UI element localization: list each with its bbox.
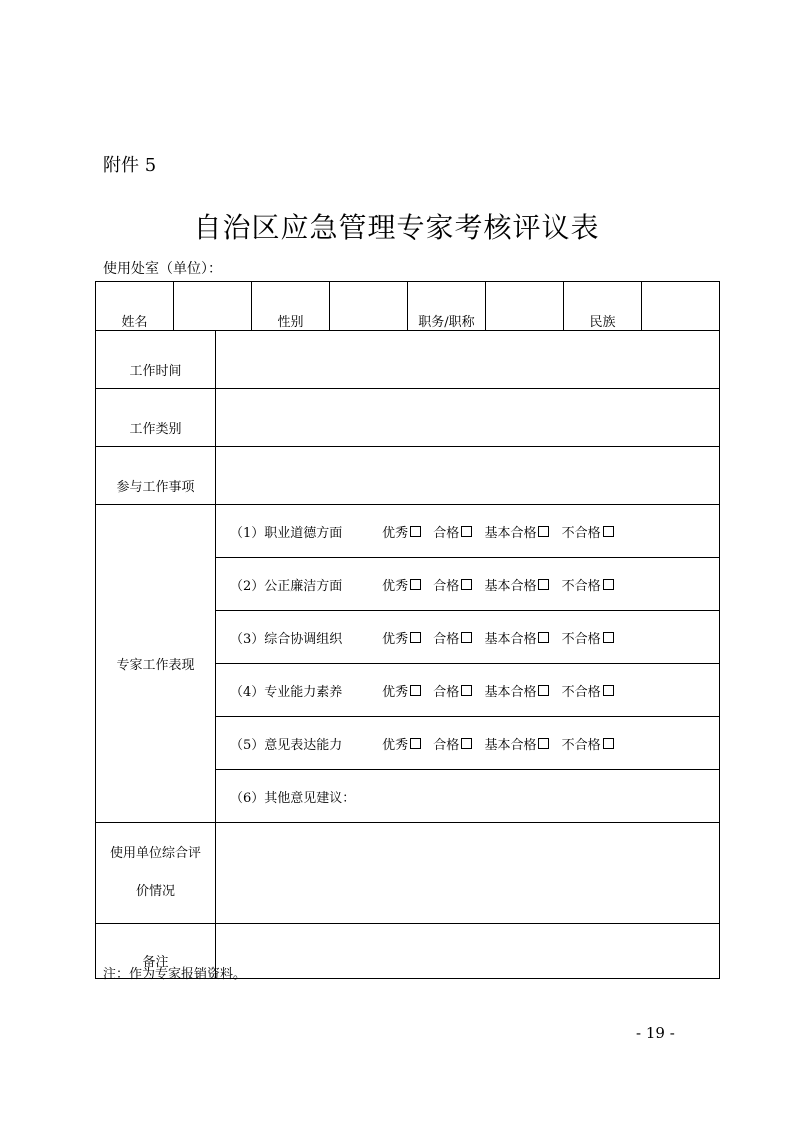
page-number: - 19 - xyxy=(636,1024,675,1042)
work-time-label: 工作时间 xyxy=(96,331,216,389)
unit-label: 使用处室（单位）： xyxy=(103,261,222,277)
checkbox[interactable] xyxy=(603,579,614,590)
checkbox[interactable] xyxy=(603,526,614,537)
option-label: 不合格 xyxy=(561,525,601,541)
rating-options xyxy=(382,522,621,541)
option-label: 优秀 xyxy=(382,525,409,541)
option-label: 合格 xyxy=(433,525,460,541)
performance-item-label: （4）专业能力素养 xyxy=(230,684,343,700)
option-label: 基本合格 xyxy=(484,631,537,647)
other-suggestions-label: （6）其他意见建议： xyxy=(230,790,356,806)
name-label: 姓名 xyxy=(96,282,174,331)
rating-options xyxy=(382,575,621,594)
option-label: 合格 xyxy=(433,737,460,753)
checkbox[interactable] xyxy=(461,685,472,696)
option-label: 优秀 xyxy=(382,578,409,594)
remarks-label: 备注 xyxy=(96,924,216,979)
footer-note: 注：作为专家报销资料。 xyxy=(103,967,247,982)
work-items-field[interactable] xyxy=(216,447,720,505)
performance-item xyxy=(216,558,720,611)
evaluation-row xyxy=(96,823,720,924)
rating-options xyxy=(382,681,621,700)
page-title: 自治区应急管理专家考核评议表 xyxy=(193,211,600,244)
checkbox[interactable] xyxy=(410,526,421,537)
evaluation-label-line1: 使用单位综合评 xyxy=(109,846,201,861)
gender-label: 性别 xyxy=(252,282,330,331)
checkbox[interactable] xyxy=(461,632,472,643)
ethnicity-label: 民族 xyxy=(564,282,642,331)
checkbox[interactable] xyxy=(461,738,472,749)
rating-options xyxy=(382,628,621,647)
performance-item-label: （2）公正廉洁方面 xyxy=(230,578,343,594)
checkbox[interactable] xyxy=(461,579,472,590)
work-items-label: 参与工作事项 xyxy=(96,447,216,505)
option-label: 合格 xyxy=(433,631,460,647)
performance-item xyxy=(216,611,720,664)
option-label: 不合格 xyxy=(561,631,601,647)
remarks-field[interactable] xyxy=(216,924,720,979)
work-category-field[interactable] xyxy=(216,389,720,447)
option-label: 合格 xyxy=(433,684,460,700)
checkbox[interactable] xyxy=(538,632,549,643)
checkbox[interactable] xyxy=(461,526,472,537)
work-time-row xyxy=(96,331,720,389)
option-label: 不合格 xyxy=(561,684,601,700)
gender-field[interactable] xyxy=(330,282,408,331)
option-label: 基本合格 xyxy=(484,578,537,594)
basic-info-row xyxy=(96,282,720,331)
performance-item xyxy=(216,717,720,770)
checkbox[interactable] xyxy=(538,526,549,537)
work-category-row xyxy=(96,389,720,447)
evaluation-form-table xyxy=(95,281,720,979)
checkbox[interactable] xyxy=(410,685,421,696)
checkbox[interactable] xyxy=(603,738,614,749)
option-label: 优秀 xyxy=(382,737,409,753)
ethnicity-field[interactable] xyxy=(642,282,720,331)
performance-item xyxy=(216,505,720,558)
checkbox[interactable] xyxy=(410,738,421,749)
checkbox[interactable] xyxy=(538,738,549,749)
option-label: 基本合格 xyxy=(484,684,537,700)
checkbox[interactable] xyxy=(538,579,549,590)
checkbox[interactable] xyxy=(603,685,614,696)
evaluation-field[interactable] xyxy=(216,823,720,924)
attachment-label: 附件 5 xyxy=(103,155,157,176)
checkbox[interactable] xyxy=(603,632,614,643)
checkbox[interactable] xyxy=(538,685,549,696)
option-label: 不合格 xyxy=(561,578,601,594)
evaluation-label xyxy=(96,823,216,924)
position-field[interactable] xyxy=(486,282,564,331)
work-time-field[interactable] xyxy=(216,331,720,389)
other-suggestions-field[interactable] xyxy=(216,770,720,823)
performance-item-label: （3）综合协调组织 xyxy=(230,631,343,647)
evaluation-label-line2: 价情况 xyxy=(135,884,175,899)
option-label: 基本合格 xyxy=(484,737,537,753)
performance-item-label: （1）职业道德方面 xyxy=(230,525,343,541)
option-label: 不合格 xyxy=(561,737,601,753)
option-label: 优秀 xyxy=(382,684,409,700)
performance-label: 专家工作表现 xyxy=(96,505,216,823)
performance-item xyxy=(216,664,720,717)
name-field[interactable] xyxy=(174,282,252,331)
position-label: 职务/职称 xyxy=(408,282,486,331)
performance-row xyxy=(96,505,720,558)
checkbox[interactable] xyxy=(410,579,421,590)
option-label: 合格 xyxy=(433,578,460,594)
option-label: 优秀 xyxy=(382,631,409,647)
rating-options xyxy=(382,734,621,753)
checkbox[interactable] xyxy=(410,632,421,643)
option-label: 基本合格 xyxy=(484,525,537,541)
performance-item-label: （5）意见表达能力 xyxy=(230,737,343,753)
work-category-label: 工作类别 xyxy=(96,389,216,447)
work-items-row xyxy=(96,447,720,505)
